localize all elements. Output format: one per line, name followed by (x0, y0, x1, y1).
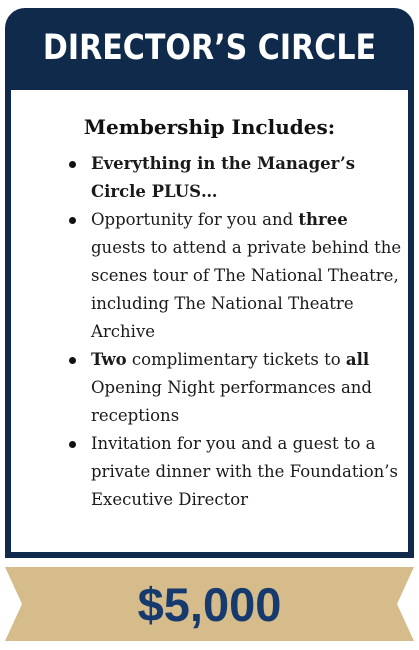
benefits-heading: Membership Includes: (83, 115, 336, 139)
benefit-text (91, 350, 372, 425)
price-ribbon (5, 567, 414, 641)
benefit-part: Invitation for you and a guest to a private dinner with the Foundation’s Executive Director (91, 434, 398, 509)
benefit-item (91, 150, 403, 206)
membership-card (5, 8, 414, 558)
benefit-part: Opening Night performances and receptions (91, 378, 372, 425)
benefit-part: guests to attend a private behind the scenes tour of The National Theatre, including The National Theatre Archive (91, 238, 402, 341)
bullet-icon (69, 441, 76, 448)
tier-title: DIRECTOR’S CIRCLE (42, 28, 377, 68)
benefit-part: Opportunity for you and (91, 210, 299, 229)
benefit-part: all (345, 350, 370, 369)
bullet-icon (69, 161, 76, 168)
benefits-panel (9, 88, 410, 554)
benefit-part: Everything in the Manager’s Circle PLUS… (91, 154, 355, 201)
benefit-part: three (298, 210, 348, 229)
benefit-text (91, 154, 355, 201)
benefit-item (91, 206, 403, 346)
benefit-item (91, 430, 403, 514)
benefit-text (91, 434, 398, 509)
benefit-item (91, 346, 403, 430)
bullet-icon (69, 217, 76, 224)
benefit-part: Two (91, 350, 127, 369)
benefits-list (63, 150, 403, 514)
benefit-part: complimentary tickets to (126, 350, 346, 369)
benefit-text (91, 210, 401, 341)
bullet-icon (69, 357, 76, 364)
price-amount: $5,000 (137, 577, 282, 631)
